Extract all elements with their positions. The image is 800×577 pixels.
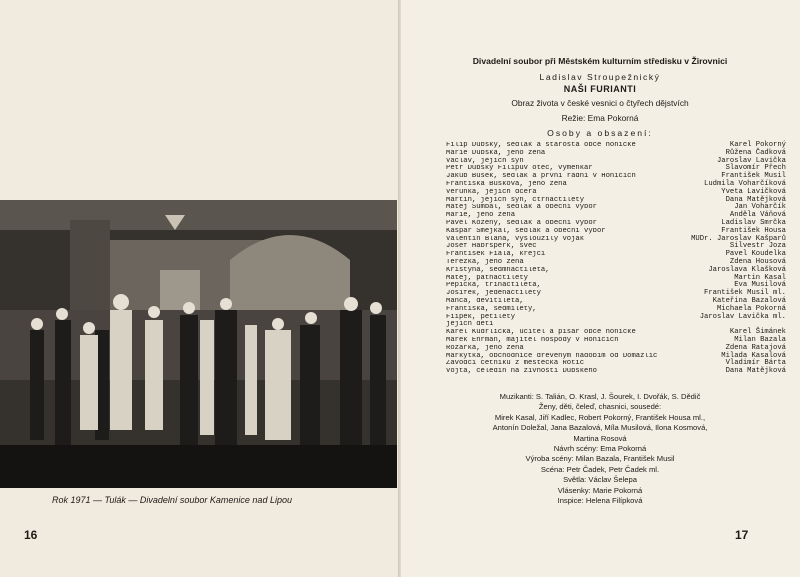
credit-line: Muzikanti: S. Talián, O. Krasl, J. Šourek, I. Dvořák, S. Dědič — [499, 392, 701, 401]
cast-role: Závodčí četníků z městečka Rotic — [446, 360, 585, 368]
cast-role: Terezka, jeho žena — [446, 258, 524, 266]
cast-role: Vojta, čeledín na živnosti Dubského — [446, 368, 597, 376]
cast-actor: Milada Kasalová — [721, 351, 786, 360]
cast-actor: Růžena Čadková — [725, 148, 786, 157]
credit-line: Světla: Václav Šelepa — [563, 475, 637, 485]
cast-actor: Michaela Pokorná — [716, 304, 786, 313]
cast-role: Marek Ehrman, majitel hospody v Honicích — [446, 336, 619, 344]
cast-role: Kristýna, sedmnáctiletá, — [446, 266, 550, 274]
cast-role: František Fiala, krejčí — [446, 251, 546, 259]
cast-role: Matěj, patnáctiletý — [446, 274, 528, 282]
play-title: NAŠI FURIANTI — [563, 84, 637, 94]
cast-actor: Ladislav Smrčka — [721, 218, 786, 227]
credit-line: Ženy, děti, čeleď, chasnici, sousedé: — [538, 402, 662, 412]
play-subtitle: Obraz života v české vesnici o čtyřech dějstvích — [511, 98, 689, 108]
cast-role: Josef Habršperk, švec — [446, 243, 537, 251]
cast-actor: Zdena Housová — [729, 257, 786, 266]
cast-actor: Dana Matějková — [725, 195, 786, 204]
cast-actor: Milan Bazala — [734, 335, 786, 344]
cast-role: Fiípek, pětiletý — [446, 313, 516, 321]
cast-row — [446, 314, 786, 322]
cast-actor: Jaroslava Klašková — [708, 265, 786, 274]
cast-actor: František Musil ml. — [704, 289, 786, 298]
cast-role: Matěj Sumbal, sedlák a obecní výbor — [446, 204, 597, 212]
credit-line: Antonín Doležal, Jana Bazalová, Míla Musilová, Ilona Kosmová, — [492, 423, 708, 433]
cast-row — [446, 368, 786, 376]
cast-role: Karel Kudrlička, učitel a písař obce honické — [446, 329, 636, 337]
production-credits — [420, 392, 780, 506]
cast-actor: Jan Voharčík — [734, 203, 786, 212]
cast-actor: Zdena Ratajová — [725, 343, 786, 352]
credit-line: Výroba scény: Milan Bazala, František Musil — [525, 454, 675, 464]
cast-actor: Karel Pokorný — [729, 141, 786, 149]
credit-line: Martina Rosová — [573, 433, 627, 443]
organization-heading: Divadelní soubor při Městském kulturním středisku v Žirovnici — [472, 56, 728, 66]
cast-actor: Kateřina Bazalová — [712, 296, 786, 305]
cast-heading: Osoby a obsazení: — [547, 128, 653, 138]
page-number-right: 17 — [735, 528, 749, 542]
cast-role: Františka, sedmiletý, — [446, 305, 537, 313]
cast-list — [446, 142, 786, 376]
cast-actor: Jaroslav Lavička — [716, 156, 786, 165]
cast-role: Kašpar Šmejkal, sedlák a obecní výbor — [446, 227, 606, 235]
cast-role: Filip Dubský, sedlák a starosta obce honické — [446, 142, 636, 149]
cast-actor: Eva Musilová — [734, 281, 786, 290]
cast-actor: František Housa — [721, 226, 786, 235]
cast-actor: Yveta Lavičková — [721, 187, 786, 196]
cast-actor: Slavomír Přech — [725, 164, 786, 173]
cast-role: Josífek, jedenáctiletý — [446, 290, 541, 298]
cast-role: Marie, jeho žena — [446, 212, 516, 220]
cast-actor: Ludmila Voharčíková — [704, 179, 786, 188]
stage-photograph — [0, 200, 397, 488]
cast-role: Jakub Bušek, sedlák a první radní v Honicích — [446, 173, 636, 181]
credit-line: Vlásenky: Marie Pokorná — [557, 485, 643, 495]
cast-actor: Martin Kasal — [734, 273, 786, 282]
cast-role: jejich děti — [446, 321, 494, 329]
cast-actor: František Musil — [721, 172, 786, 181]
cast-role: Marie Dubská, jeho žena — [446, 149, 546, 157]
photo-caption: Rok 1971 — Tulák — Divadelní soubor Kamenice nad Lipou — [52, 495, 292, 505]
cast-role: Václav, jejich syn — [446, 157, 524, 165]
cast-actor: Pavel Koudelka — [725, 250, 786, 259]
cast-actor: Jaroslav Lavička ml. — [699, 312, 786, 321]
page-number-left: 16 — [24, 528, 38, 542]
play-author: Ladislav Stroupežnický — [539, 72, 661, 82]
credit-line: Inspice: Helena Filípková — [557, 496, 643, 506]
cast-role: Verunka, jejich dcera — [446, 188, 537, 196]
cast-role: Rozárka, jeho žena — [446, 344, 524, 352]
credit-line: Scéna: Petr Čadek, Petr Čadek ml. — [540, 464, 660, 474]
cast-role: Petr Dubský Filipův otec, výměnkář — [446, 165, 593, 173]
cast-actor: Karel Šimánek — [729, 328, 786, 337]
credit-line: Mirek Kasal, Jiří Kadlec, Robert Pokorný, František Housa ml., — [494, 412, 706, 422]
credit-line: Návrh scény: Ema Pokorná — [553, 444, 647, 454]
cast-role: Martin, jejich syn, čtrnáctiletý — [446, 196, 585, 204]
cast-role: Manča, devítiletá, — [446, 297, 524, 305]
cast-role: Františka Bušková, jeho žena — [446, 180, 567, 188]
cast-role: Valentin Bláha, vysloužilý voják — [446, 235, 585, 243]
cast-role: Pavel Kožený, sedlák a obecní výbor — [446, 219, 597, 227]
cast-actor: Dana Matějková — [725, 367, 786, 376]
cast-actor: Vladimír Bárta — [725, 359, 786, 368]
cast-actor: Anděla Váňová — [729, 211, 786, 220]
direction-credit: Režie: Ema Pokorná — [561, 113, 639, 123]
cast-actor: MUDr. Jaroslav Kašparů — [691, 234, 786, 243]
cast-actor: Silvestr Joza — [729, 242, 786, 251]
cast-role: Markýtka, obchodnice dřevěným nádobím od Domažlic — [446, 352, 658, 360]
cast-role: Pepička, třináctiletá, — [446, 282, 541, 290]
